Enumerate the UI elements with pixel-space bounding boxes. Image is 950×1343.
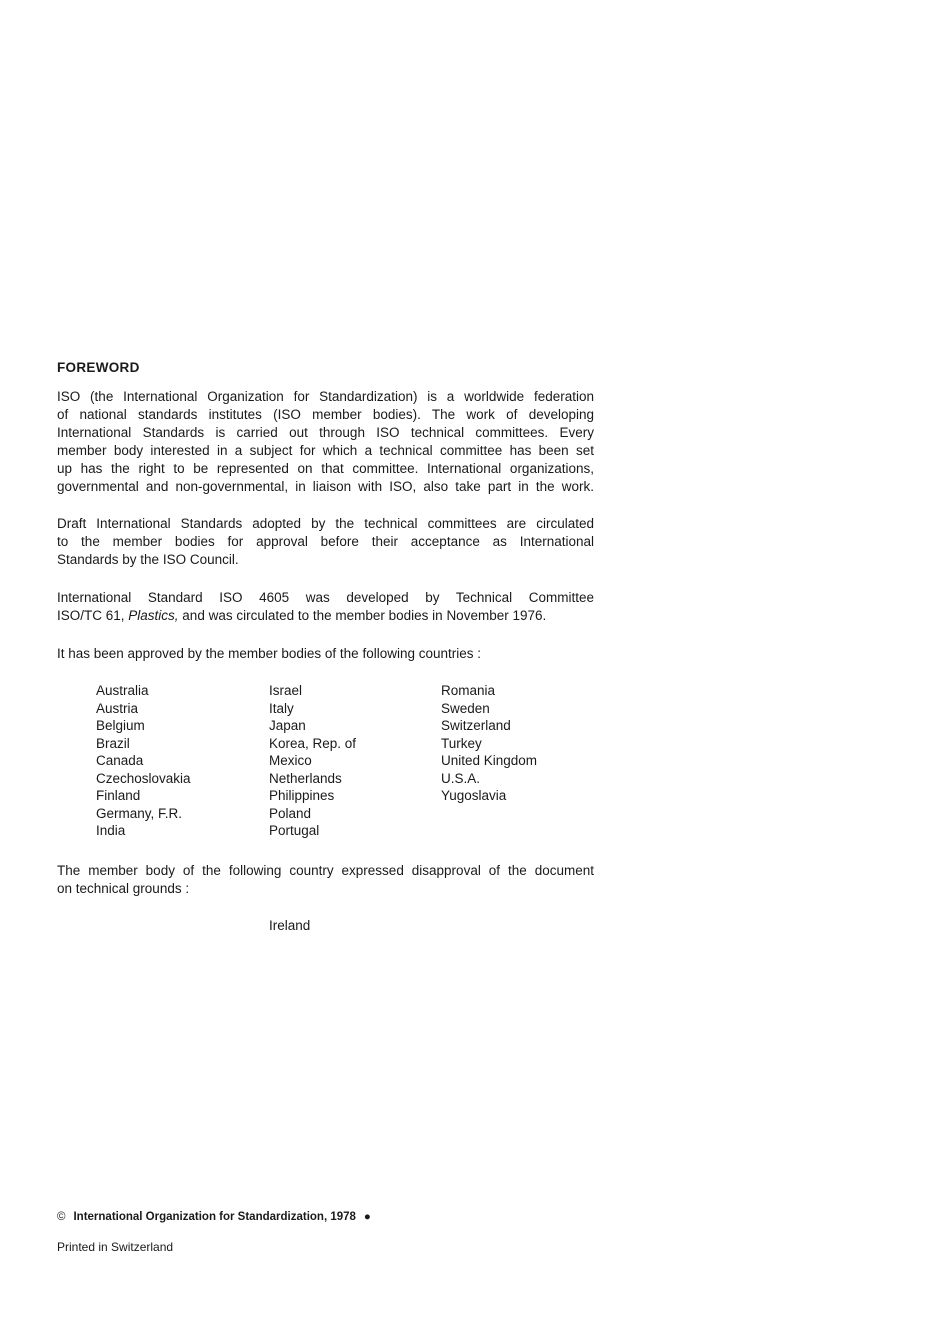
- paragraph-line: It has been approved by the member bodies of the following countries :: [57, 646, 482, 661]
- paragraph-line: Standards by the ISO Council.: [57, 552, 239, 567]
- paragraph-line: governmental and non-governmental, in liaison with ISO, also take part in the work.: [57, 479, 594, 494]
- paragraph-line: up has the right to be represented on that committee. International organizations,: [57, 461, 594, 476]
- paragraph-line: member body interested in a subject for which a technical committee has been set: [57, 443, 594, 458]
- paragraph-line: [57, 607, 594, 625]
- country-name: Japan: [269, 718, 306, 733]
- paragraph-line: ISO (the International Organization for Standardization) is a worldwide federation: [57, 389, 594, 404]
- disapproval-country: Ireland: [269, 918, 311, 933]
- paragraph-line: of national standards institutes (ISO member bodies). The work of developing: [57, 407, 594, 422]
- country-name: Netherlands: [269, 770, 342, 786]
- country-name: Czechoslovakia: [96, 770, 191, 786]
- country-name: Germany, F.R.: [96, 805, 183, 821]
- paragraph-line: Draft International Standards adopted by the technical committees are circulated: [57, 516, 594, 531]
- draft-standards-paragraph: [57, 515, 594, 569]
- country-name: Israel: [269, 683, 303, 698]
- printed-in-notice: Printed in Switzerland: [57, 1240, 174, 1254]
- country-name: Brazil: [96, 735, 130, 751]
- country-name: Romania: [441, 683, 496, 698]
- country-name: India: [96, 823, 126, 838]
- copyright-notice: [57, 1211, 371, 1223]
- country-name: United Kingdom: [441, 753, 538, 768]
- country-name: U.S.A.: [441, 770, 481, 786]
- paragraph-line: International Standard ISO 4605 was developed by Technical Committee: [57, 590, 594, 605]
- approval-intro: [57, 645, 594, 663]
- country-name: Finland: [96, 788, 141, 803]
- country-name: Yugoslavia: [441, 788, 507, 803]
- country-name: Mexico: [269, 753, 312, 768]
- bullet-icon: ●: [363, 1211, 371, 1223]
- copyright-icon: ©: [57, 1211, 66, 1223]
- country-name: Italy: [269, 700, 294, 716]
- countries-column-3: [441, 682, 537, 805]
- paragraph-line: to the member bodies for approval before their acceptance as International: [57, 534, 594, 549]
- committee-name: Plastics,: [128, 608, 179, 623]
- country-name: Austria: [96, 700, 139, 716]
- development-paragraph: [57, 589, 594, 625]
- paragraph-line: International Standards is carried out through ISO technical committees. Every: [57, 425, 594, 440]
- paragraph-text: and was circulated to the member bodies in November 1976.: [178, 608, 547, 623]
- countries-column-1: [96, 682, 191, 840]
- disapproval-intro: [57, 862, 594, 898]
- paragraph-line: The member body of the following country expressed disapproval of the document: [57, 863, 594, 878]
- paragraph-text: ISO/TC 61,: [57, 608, 129, 623]
- country-name: Belgium: [96, 718, 145, 733]
- country-name: Portugal: [269, 823, 320, 838]
- country-name: Canada: [96, 753, 144, 768]
- paragraph-line: on technical grounds :: [57, 881, 190, 896]
- country-name: Philippines: [269, 788, 335, 803]
- foreword-heading: FOREWORD: [57, 360, 140, 375]
- country-name: Turkey: [441, 735, 482, 751]
- country-name: Sweden: [441, 700, 490, 716]
- copyright-text: International Organization for Standardization, 1978: [73, 1211, 356, 1223]
- country-name: Australia: [96, 683, 149, 698]
- country-name: Korea, Rep. of: [269, 735, 357, 751]
- country-name: Poland: [269, 805, 312, 821]
- country-name: Switzerland: [441, 718, 511, 733]
- countries-column-2: [269, 682, 356, 840]
- intro-paragraph: [57, 388, 594, 496]
